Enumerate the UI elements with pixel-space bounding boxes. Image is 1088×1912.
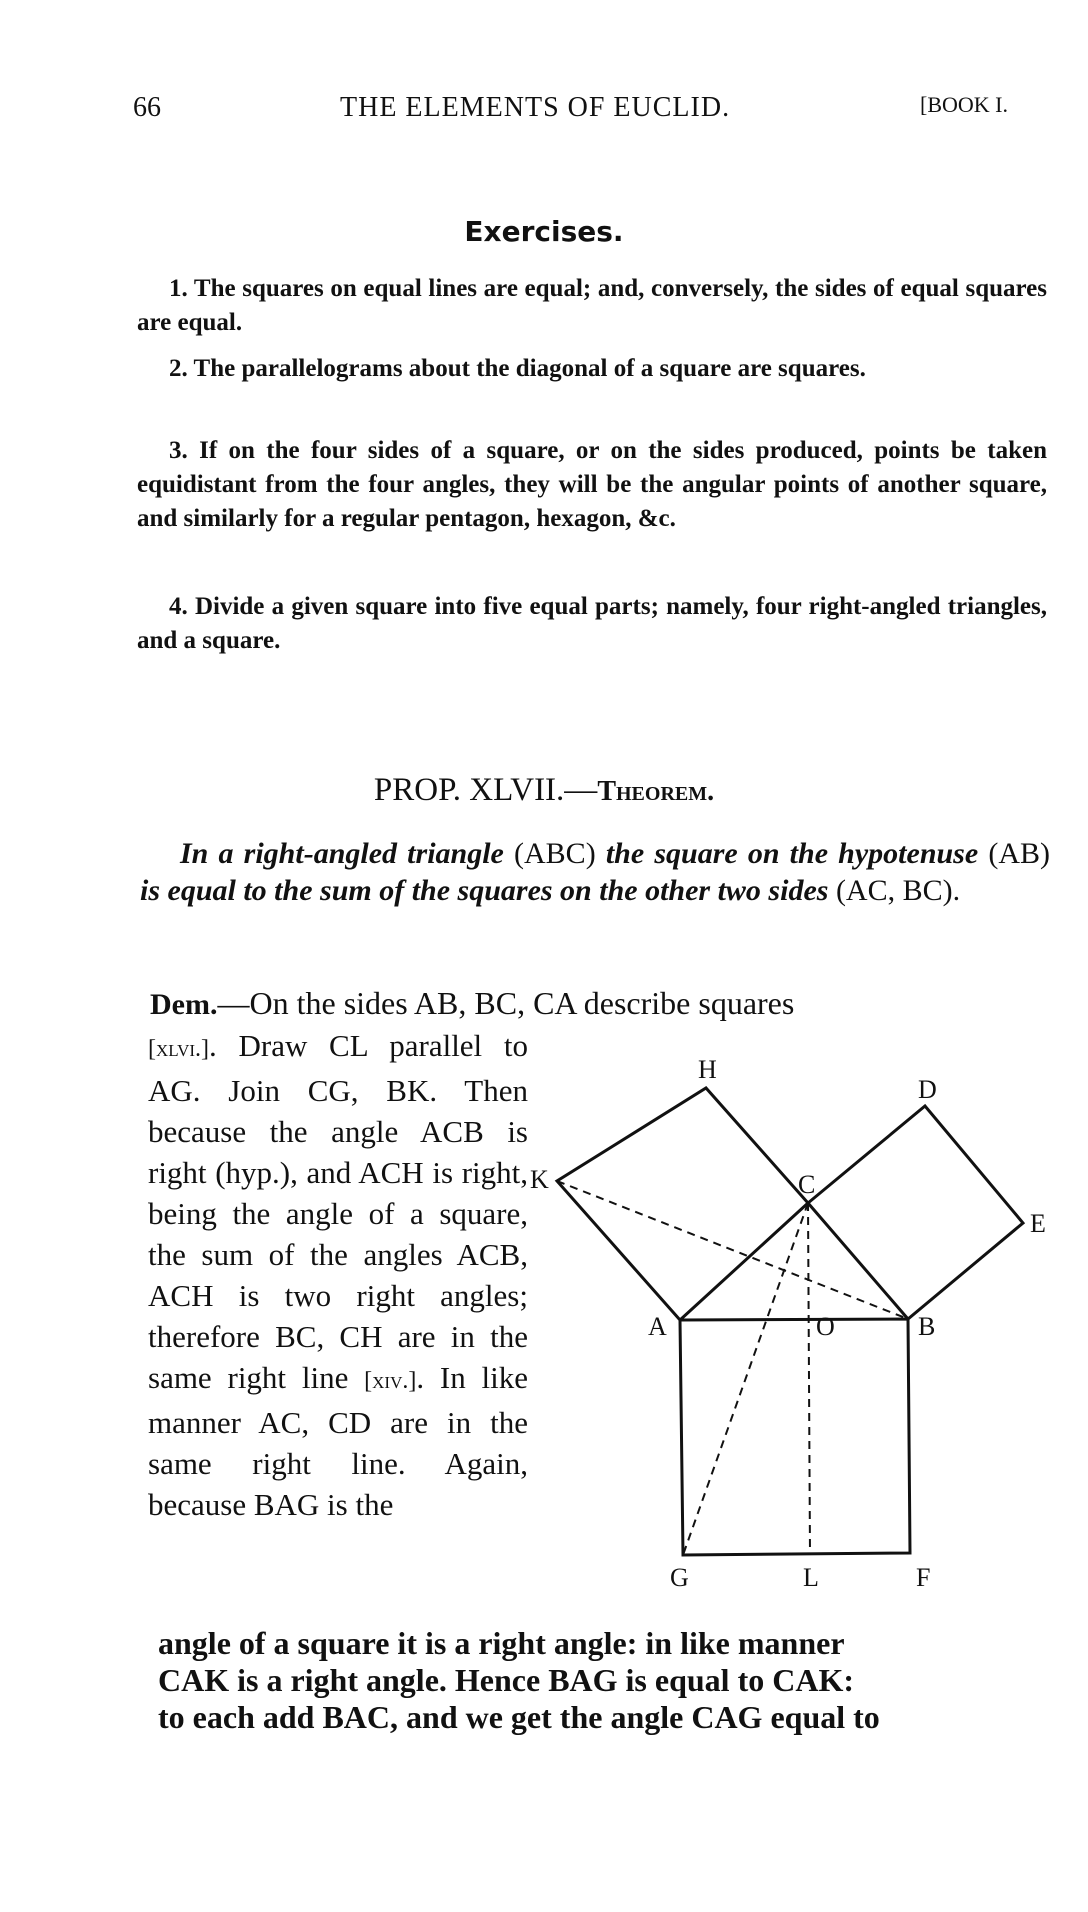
square-on-ab [680,1319,910,1555]
book-reference: [BOOK I. [920,92,1008,117]
line-ck [557,1181,908,1319]
demonstration-label: Dem. [150,988,218,1021]
label-h: H [698,1055,717,1084]
book-title: THE ELEMENTS OF EUCLID. [340,92,731,123]
proposition-kind: Theorem. [597,776,715,807]
label-o: O [816,1312,835,1341]
label-f: F [916,1563,931,1592]
square-on-bc [808,1106,1023,1319]
label-g: G [670,1563,689,1592]
page-number: 66 [133,92,161,123]
demonstration-first-line: Dem.—On the sides AB, BC, CA describe squares [150,985,795,1021]
proposition-enunciation: In a right-angled triangle (ABC) the square on the hypotenuse (AB) is equal to the sum of the squares on the other two sides (AC, BC). [140,837,1050,907]
label-c: C [798,1170,816,1199]
label-k: K [530,1165,549,1194]
demonstration-line: CAK is a right angle. Hence BAG is equal to CAK: [158,1662,854,1698]
demonstration-side-text: [xlvi.]. Draw CL parallel to AG. Join CG, BK. Then because the angle ACB is right (hyp.), and ACH is right, being the angle of a square, the sum of the angles ACB, ACH is two right angles; therefore BC, CH are in the same right line [xiv.]. In like manner AC, CD are in the same right line. Again, because BAG is the [148,1028,529,1522]
label-a: A [648,1312,667,1341]
label-b: B [918,1312,936,1341]
exercises-heading: Exercises. [464,215,624,248]
line-cl [808,1203,810,1555]
label-e: E [1030,1209,1046,1238]
demonstration-bottom [158,1625,1058,1736]
exercise-item: 1. The squares on equal lines are equal; and, conversely, the sides of equal squares are equal. [137,275,1047,336]
demonstration-line: angle of a square it is a right angle: in like manner [158,1625,845,1661]
running-head [0,92,1088,132]
reference-xiv: [xiv.] [364,1368,417,1394]
pythagoras-figure [520,1030,1060,1590]
label-d: D [918,1075,937,1104]
label-l: L [803,1563,819,1592]
square-on-ac [557,1088,808,1320]
proposition-title: PROP. XLVII.—Theorem. [373,772,715,808]
exercise-item: 3. If on the four sides of a square, or on the sides produced, points be taken equidistant from the four angles, they will be the angular points of another square, and similarly for a regular pentagon, hexagon, &c. [137,437,1047,532]
reference-xlvi: [xlvi.] [148,1036,210,1062]
demonstration-line: to each add BAC, and we get the angle CAG equal to [158,1699,880,1735]
exercise-item: 2. The parallelograms about the diagonal of a square are squares. [169,355,866,382]
exercise-item: 4. Divide a given square into five equal parts; namely, four right-angled triangles, and a square. [137,593,1047,654]
